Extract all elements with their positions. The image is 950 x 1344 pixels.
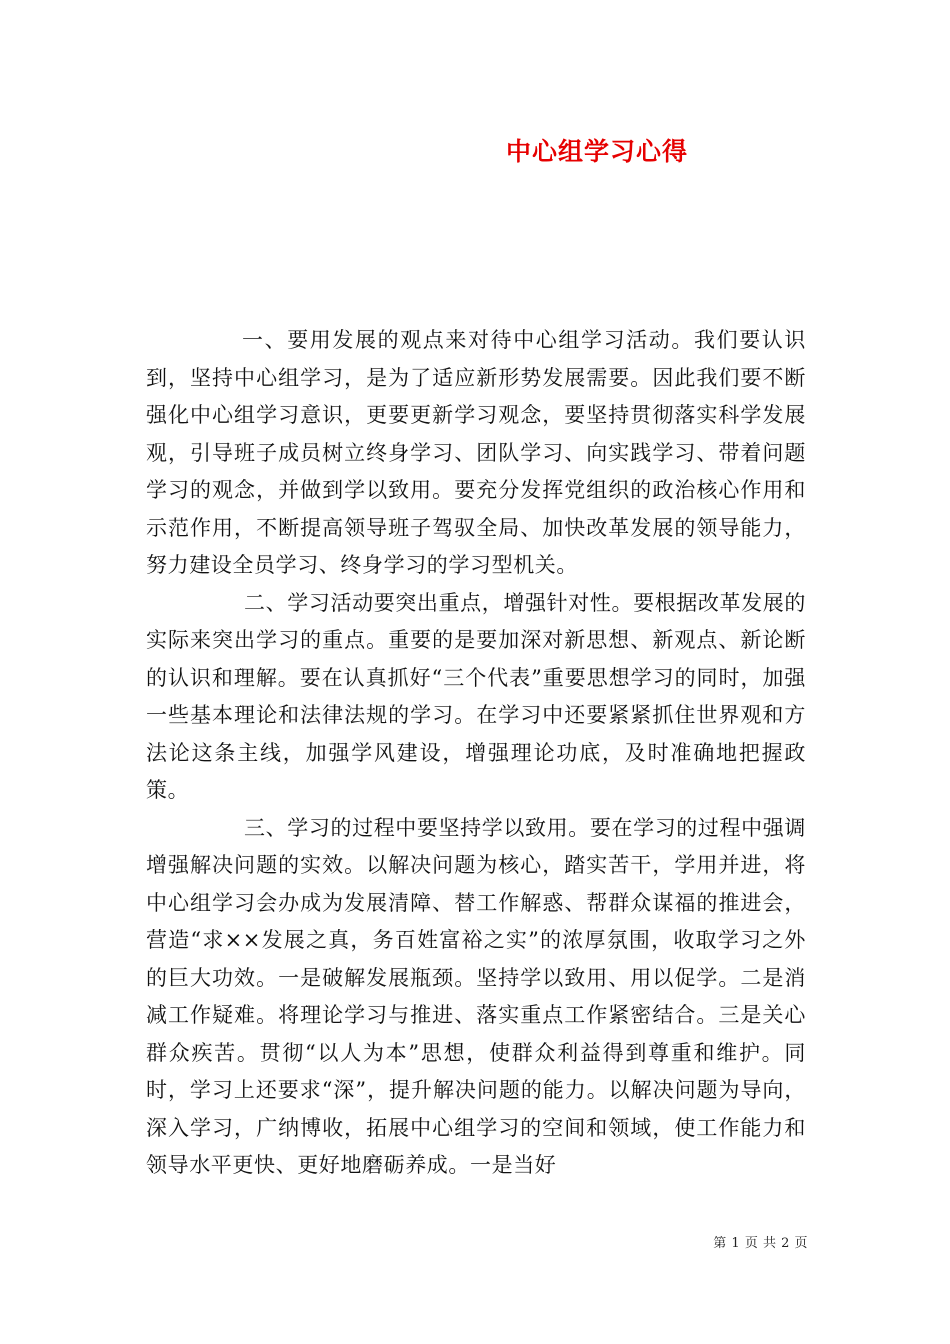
page-number-footer: 第 1 页 共 2 页 [713,1236,808,1251]
paragraph-1: 一、要用发展的观点来对待中心组学习活动。我们要认识到，坚持中心组学习，是为了适应新形势发展需要。因此我们要不断强化中心组学习意识，更要更新学习观念，要坚持贯彻落实科学发展观，引导班子成员树立终身学习、团队学习、向实践学习、带着问题学习的观念，并做到学以致用。要充分发挥党组织的政治核心作用和示范作用，不断提高领导班子驾驭全局、加快改革发展的领导能力，努力建设全员学习、终身学习的学习型机关。 [146,328,806,577]
paragraph-2: 二、学习活动要突出重点，增强针对性。要根据改革发展的实际来突出学习的重点。重要的是要加深对新思想、新观点、新论断的认识和理解。要在认真抓好“三个代表”重要思想学习的同时，加强一些基本理论和法律法规的学习。在学习中还要紧紧抓住世界观和方法论这条主线，加强学风建设，增强理论功底，及时准确地把握政策。 [146,590,806,802]
document-body [146,322,806,1185]
document-title: 中心组学习心得 [505,137,688,166]
paragraph-3: 三、学习的过程中要坚持学以致用。要在学习的过程中强调增强解决问题的实效。以解决问题为核心，踏实苦干，学用并进，将中心组学习会办成为发展清障、替工作解惑、帮群众谋福的推进会，营造“求××发展之真，务百姓富裕之实”的浓厚氛围，收取学习之外的巨大功效。一是破解发展瓶颈。坚持学以致用、用以促学。二是消减工作疑难。将理论学习与推进、落实重点工作紧密结合。三是关心群众疾苦。贯彻“以人为本”思想，使群众利益得到尊重和维护。同时，学习上还要求“深”，提升解决问题的能力。以解决问题为导向，深入学习，广纳博收，拓展中心组学习的空间和领域，使工作能力和领导水平更快、更好地磨砺养成。一是当好 [146,815,806,1177]
